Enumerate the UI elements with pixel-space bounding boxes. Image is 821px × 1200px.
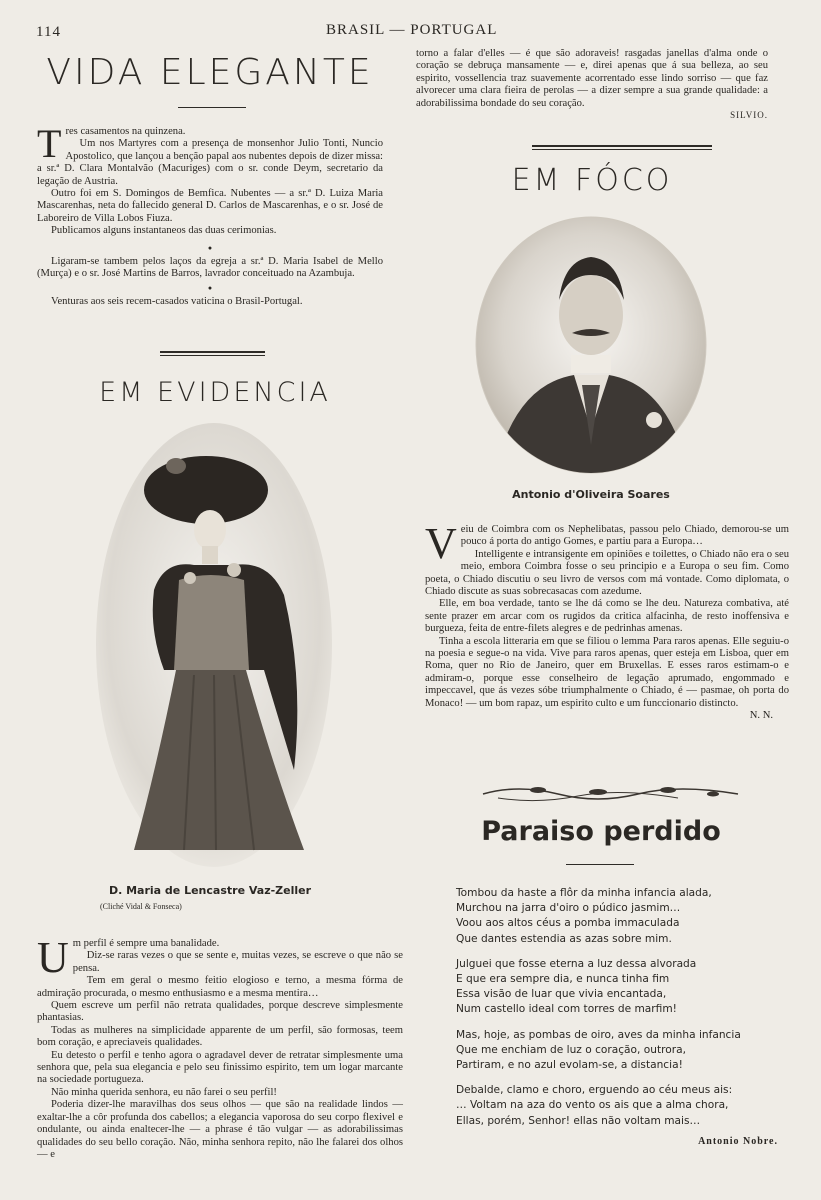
title-rule	[178, 107, 246, 108]
poem-line: Que dantes estendia as azas sobre mim.	[456, 932, 672, 945]
poem-line: Murchou na jarra d'oiro o púdico jasmim…	[456, 902, 681, 915]
section-divider	[532, 145, 712, 150]
paragraph: Diz-se raras vezes o que se sente e, muitas vezes, se escreve o que não se pensa.	[72, 950, 403, 974]
em-foco-article	[425, 519, 789, 722]
poem-line: Tombou da haste a flôr da minha infancia alada,	[456, 887, 712, 899]
portrait-caption: D. Maria de Lencastre Vaz-Zeller	[108, 884, 312, 897]
paragraph: m perfil é sempre uma banalidade.	[72, 938, 220, 949]
paragraph: Eu detesto o perfil e tenho agora o agradavel dever de retratar simplesmente uma senhora que, pela sua elegancia e pelo seu finissimo espirito, tem um logar marcante na sociedade portugueza.	[37, 1049, 403, 1086]
drop-cap: T	[37, 121, 62, 166]
poem-stanza	[456, 1028, 786, 1074]
paragraph: Publicamos alguns instantaneos das duas cerimonias.	[51, 225, 277, 237]
portrait-caption: Antonio d'Oliveira Soares	[512, 488, 670, 501]
poem-line: Mas, hoje, as pombas de oiro, aves da minha infancia	[456, 1028, 741, 1041]
paragraph: Poderia dizer-lhe maravilhas dos seus olhos — que são na realidade lindos — exaltar-lhe a côr profunda dos cabellos; a elegancia vaporosa do seu corpo flexivel e ondulante, ou ainda enaltecer-lhe — a phrase é tão vulgar — as adorabilissimas qualidades do seu bello coração. Não, minha senhora repito, não lhe falarei dos olhos — e	[37, 1099, 403, 1160]
section-divider	[160, 351, 265, 356]
poem-stanza	[456, 886, 786, 947]
poem-line: Voou aos altos céus a pomba immaculada	[456, 917, 680, 930]
paragraph: Tinha a escola litteraria em que se filiou o lemma Para raros apenas. Elle seguiu-o na poesia e segue-o na vida. Vive para raros apenas, quer esteja em Lisboa, quer em Roma, quer no Rio de Janeiro, quer em Bruxellas. E esses raros estimam-o e admiram-o, porque esse conselheiro de legação aprumado, engommado e impeccavel, que ás vezes sóbe triumphalmente o Chiado, é — pasmae, oh porta do Monaco! — um bom rapaz, um espirito culto e um funccionario distincto.	[425, 635, 789, 709]
poem-line: Debalde, clamo e choro, erguendo ao céu meus ais:	[456, 1084, 733, 1097]
drop-cap: V	[425, 519, 457, 568]
paragraph: Outro foi em S. Domingos de Bemfica. Nubentes — a sr.ª D. Luiza Maria Mascarenhas, neta do fallecido general D. Carlos de Mascarenhas, e o sr. José de Laboreiro de Villa Lobos Fiuza.	[37, 188, 383, 224]
paragraph: Intelligente e intransigente em opiniões e toilettes, o Chiado não era o seu meio, embora Coimbra fosse o seu principio e a Europa o seu fim. Como poeta, o Chiado discutiu o seu livro de versos com má vontade. Como diplomata, o Chiado discute as suas sobrecasacas com azedume.	[425, 548, 789, 598]
paragraph: Quem escreve um perfil não retrata qualidades, porque descreve simplesmente phantasias.	[37, 1000, 403, 1024]
em-foco-title: EM FÓCO	[511, 163, 673, 198]
poem-line: Num castello ideal com torres de marfim!	[456, 1003, 677, 1016]
poem-line: Partiram, e no azul evolam-se, a distancia!	[456, 1059, 683, 1072]
portrait-lady-image	[94, 420, 334, 870]
paragraph: res casamentos na quinzena.	[65, 126, 186, 137]
silvio-article-end	[416, 48, 768, 120]
paragraph: eiu de Coimbra com os Nephelibatas, passou pelo Chiado, demorou-se um pouco á porta do antigo Gomes, e partiu para a Europa…	[460, 524, 789, 548]
signature: N. N.	[749, 710, 773, 722]
poem-line: E que era sempre dia, e nunca tinha fim	[456, 973, 670, 986]
signature: SILVIO.	[730, 110, 768, 121]
section-dot: ●	[207, 284, 213, 293]
poem-body	[456, 886, 786, 1139]
paragraph: Tem em geral o mesmo feitio elogioso e terno, a mesma fórma de admiração procurada, o mesmo enthusiasmo e a mesma mentira…	[37, 975, 403, 999]
paragraph: Um nos Martyres com a presença de monsenhor Julio Tonti, Nuncio Apostolico, que lançou a benção papal aos nubentes depois de dizer missa: a sr.ª D. Clara Montalvão (Macuriges) com o sr. conde Deym, secretario da legação de Austria.	[37, 138, 383, 187]
page-number: 114	[36, 24, 61, 40]
running-title: BRASIL — PORTUGAL	[326, 22, 498, 38]
paragraph: Todas as mulheres na simplicidade apparente de um perfil, são formosas, teem bom coração, e apreciaveis qualidades.	[37, 1024, 403, 1049]
photo-credit: (Cliché Vidal & Fonseca)	[100, 902, 182, 911]
drop-cap: U	[37, 933, 69, 982]
poem-line: Essa visão de luar que vivia encantada,	[456, 988, 667, 1001]
poem-stanza	[456, 1083, 786, 1129]
em-evidencia-article	[37, 933, 403, 1161]
poem-title: Paraiso perdido	[481, 816, 721, 847]
poem-line: Ellas, porém, Senhor! ellas não voltam mais…	[456, 1114, 701, 1127]
vida-elegante-article	[37, 121, 383, 309]
paragraph: Ligaram-se tambem pelos laços da egreja a sr.ª D. Maria Isabel de Mello (Murça) e o sr. José Martins de Barros, lavrador conceituado na Azambuja.	[37, 255, 383, 280]
vida-elegante-title: VIDA ELEGANTE	[46, 52, 374, 93]
paragraph: torno a falar d'elles — é que são adoraveis! rasgadas janellas d'alma onde o coração se debruça mansamente — e, direi apenas que á sua belleza, ao seu espirito, vossellencia traz suavemente acorrentado esse lindo sorriso — que faz alvorecer uma clara fieira de perolas — a dizer sempre a sua grande qualidade: a adorabilissima bondade do seu coração.	[416, 48, 768, 109]
poem-stanza	[456, 957, 786, 1018]
poem-line: Julguei que fosse eterna a luz dessa alvorada	[456, 957, 697, 970]
poem-author: Antonio Nobre.	[698, 1136, 778, 1147]
floral-ornament-icon	[478, 780, 748, 808]
poem-line: … Voltam na aza do vento os ais que a alma chora,	[456, 1099, 729, 1112]
em-evidencia-title: EM EVIDENCIA	[99, 377, 331, 408]
portrait-gentleman-image	[474, 215, 708, 475]
paragraph: Venturas aos seis recem-casados vaticina o Brasil-Portugal.	[51, 296, 303, 308]
paragraph: Não minha querida senhora, eu não farei o seu perfil!	[51, 1086, 277, 1098]
poem-line: Que me enchiam de luz o coração, outrora,	[456, 1043, 686, 1056]
title-rule	[566, 864, 634, 865]
section-dot: ●	[207, 243, 213, 252]
paragraph: Elle, em boa verdade, tanto se lhe dá como se lhe deu. Natureza combativa, até sente prazer em arcar com os rugidos da critica alfacinha, de resto inoffensiva e burgueza, feita de entre-filets alegres e de pedrinhas amenas.	[425, 598, 789, 635]
